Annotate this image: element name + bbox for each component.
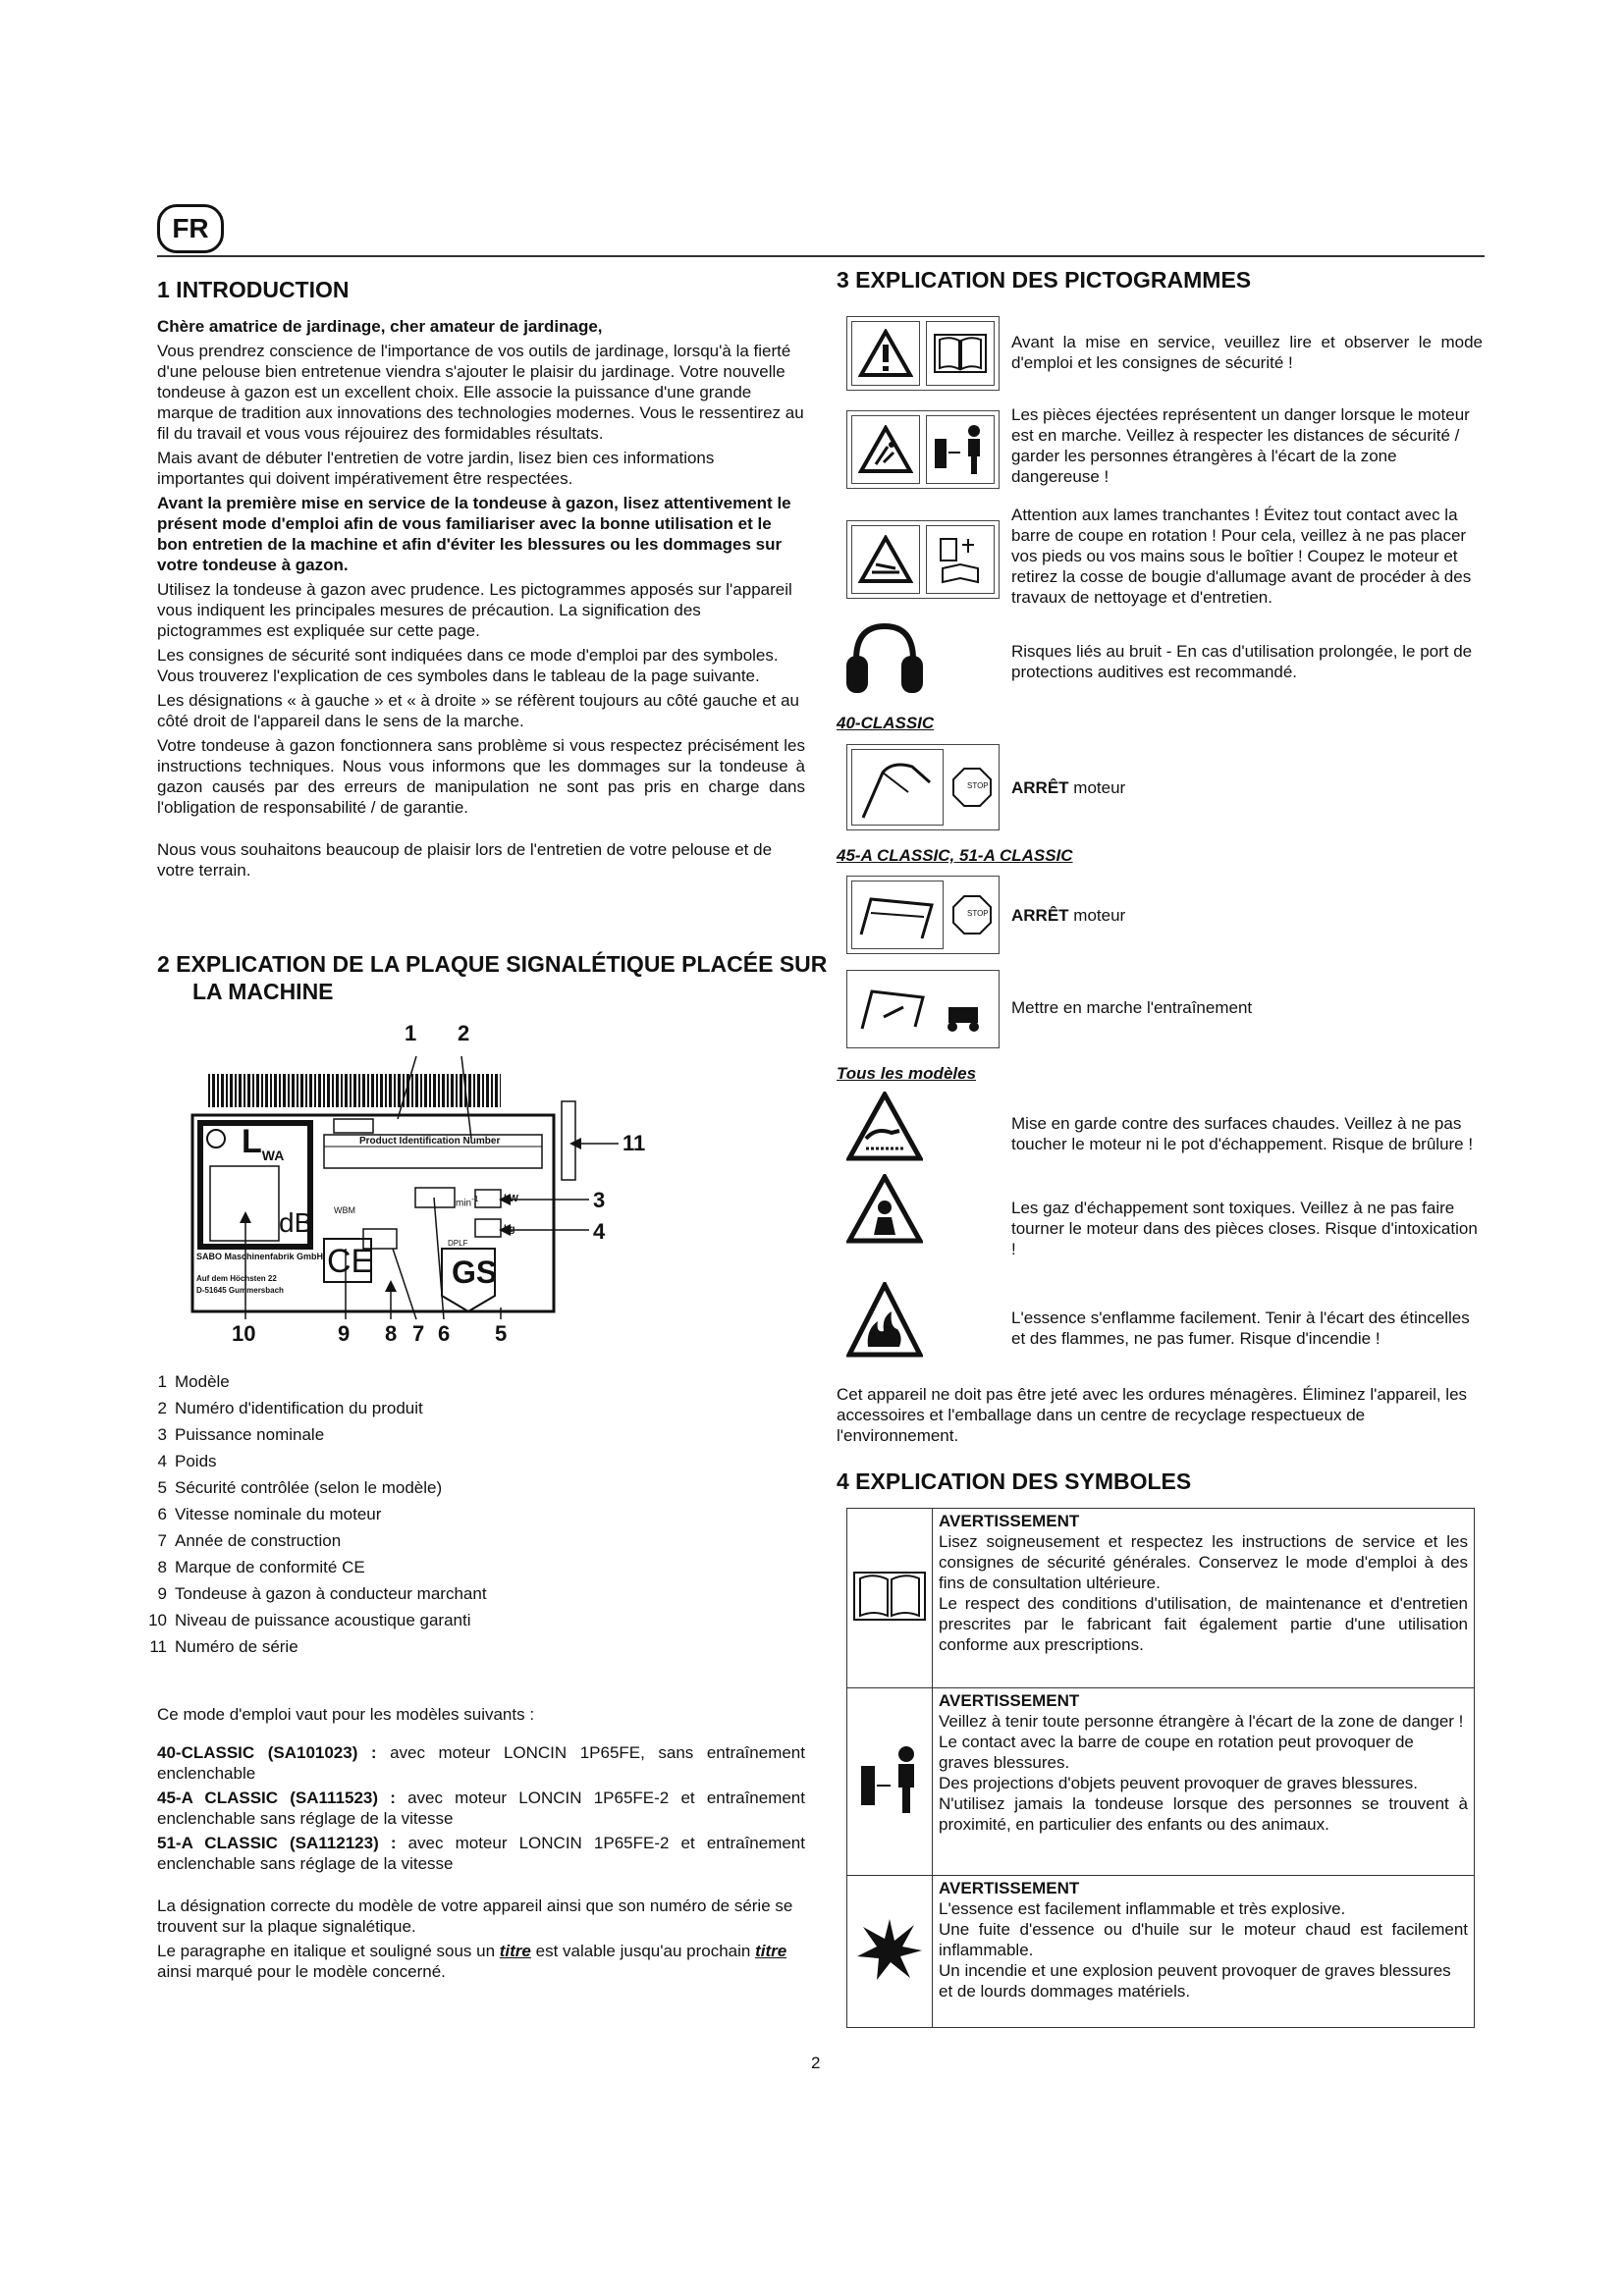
plate-legend-item [147, 1633, 487, 1660]
symbol-row-3 [847, 1876, 1475, 2028]
symbol-person-distance-icon [847, 1688, 933, 1876]
rating-plate-drawing [177, 1021, 648, 1360]
plate-legend-label: Année de construction [175, 1531, 342, 1550]
plate-pin-label: Product Identification Number [359, 1136, 501, 1147]
plate-ce-mark: CE [327, 1243, 374, 1280]
all-models-heading: Tous les modèles [837, 1064, 977, 1083]
plate-legend-item [147, 1527, 487, 1554]
plate-min-sup: -1 [471, 1194, 479, 1203]
symbol-row-2-text-3: Des projections d'objets peuvent provoquer de graves blessures. [939, 1774, 1419, 1792]
plate-db: dB [279, 1207, 313, 1238]
plate-number-4: 4 [593, 1219, 606, 1244]
intro-paragraph-7: Votre tondeuse à gazon fonctionnera sans problème si vous respectez précisément les instructions techniques. Nous vous informons que les dommages sur la tondeuse à gazon causés par des erreurs de manipulation ne sont pas pris en charge dans l'obligation de responsabilité / de garantie. [157, 736, 805, 817]
rating-plate-diagram [177, 1021, 648, 1360]
hot-surface-text: Mise en garde contre des surfaces chaudes. Veillez à ne pas toucher le moteur ni le pot d'échappement. Risque de brûlure ! [1011, 1114, 1474, 1153]
plate-legend-item [147, 1474, 487, 1501]
barcode [206, 1074, 501, 1107]
model-45-desc: avec moteur LONCIN 1P65FE-2 et entraînement enclenchable sans réglage de la vitesse [157, 1789, 805, 1828]
symbol-row-2-text-4: N'utilisez jamais la tondeuse lorsque des personnes se trouvent à proximité, en particulier des enfants ou des animaux. [939, 1794, 1468, 1834]
titre-para-c: ainsi marqué pour le modèle concerné. [157, 1962, 446, 1981]
plate-number-10: 10 [232, 1321, 256, 1346]
symbol-row-3-text-3: Un incendie et une explosion peuvent provoquer de graves blessures et de lourds dommages matériels. [939, 1961, 1451, 2001]
model-45-name: 45-A CLASSIC (SA111523) : [157, 1789, 396, 1807]
plate-legend-label: Puissance nominale [175, 1425, 325, 1444]
symbol-row-3-text-2: Une fuite d'essence ou d'huile sur le moteur chaud est facilement inflammable. [939, 1920, 1468, 1959]
intro-paragraph-4: Utilisez la tondeuse à gazon avec prudence. Les pictogrammes apposés sur l'appareil vous indiquent les principales mesures de précaution. La signification des pictogrammes est expliquée sur cette page. [157, 580, 792, 640]
model-40-heading: 40-CLASSIC [837, 714, 935, 732]
plate-kw: kW [504, 1194, 518, 1204]
symbol-row-3-text-1: L'essence est facilement inflammable et très explosive. [939, 1899, 1346, 1918]
plate-legend-item [147, 1448, 487, 1474]
disposal-text: Cet appareil ne doit pas être jeté avec les ordures ménagères. Éliminez l'appareil, les accessoires et l'emballage dans un centre de recyclage respectueux de l'environnement. [837, 1385, 1468, 1445]
section-2-title [157, 950, 827, 1005]
plate-legend-label: Tondeuse à gazon à conducteur marchant [175, 1584, 487, 1603]
pictogram-1 [846, 316, 1000, 391]
model-40 [157, 1742, 805, 1784]
titre-word-1: titre [499, 1942, 531, 1960]
plate-wbm: WBM [334, 1205, 355, 1215]
plate-address-1: Auf dem Höchsten 22 [196, 1274, 277, 1283]
plate-legend-item [147, 1501, 487, 1527]
ear-protection-icon [840, 620, 929, 699]
arret-40-text [1011, 777, 1125, 798]
symbol-row-2-text-1: Veillez à tenir toute personne étrangère à l'écart de la zone de danger ! [939, 1712, 1464, 1731]
drive-text: Mettre en marche l'entraînement [1011, 998, 1253, 1017]
model-40-desc: avec moteur LONCIN 1P65FE, sans entraînement enclenchable [157, 1743, 805, 1783]
hot-surface-icon [846, 1092, 923, 1162]
section-2-models [157, 1704, 805, 1986]
plate-min [456, 1194, 479, 1208]
plate-legend-item [147, 1580, 487, 1607]
plate-number-3: 3 [593, 1188, 606, 1212]
pictogram-4-text: Risques liés au bruit - En cas d'utilisation prolongée, le port de protections auditives est recommandé. [1011, 642, 1473, 681]
toxic-gas-icon [846, 1174, 923, 1245]
plate-address-2: D-51645 Gummersbach [196, 1286, 284, 1295]
plate-legend-label: Sécurité contrôlée (selon le modèle) [175, 1478, 443, 1497]
warning-triangle-icon [851, 321, 920, 386]
intro-paragraph-8: Nous vous souhaitons beaucoup de plaisir lors de l'entretien de votre pelouse et de votre terrain. [157, 840, 773, 880]
intro-paragraph-1: Vous prendrez conscience de l'importance de vos outils de jardinage, lorsqu'à la fierté d'une pelouse bien entretenue viendra s'ajouter le plaisir du jardinage. Votre nouvelle tondeuse à gazon est un excellent choix. Elle associe la puissance d'une grande marque de tradition aux innovations des technologies modernes. Vous le ressentirez au fil du travail et vous vous réjouirez des formidables résultats. [157, 342, 804, 443]
plate-lwa-l: L [242, 1123, 262, 1160]
plate-legend-number: 6 [157, 1505, 167, 1523]
pictogram-1-text: Avant la mise en service, veuillez lire et observer le mode d'emploi et les consignes de sécurité ! [1011, 333, 1483, 372]
pictogram-2 [846, 410, 1000, 489]
model-40-name: 40-CLASSIC (SA101023) : [157, 1743, 377, 1762]
plate-legend-label: Niveau de puissance acoustique garanti [175, 1611, 471, 1629]
plate-number-2: 2 [458, 1021, 470, 1045]
manual-book-icon [926, 321, 995, 386]
titre-paragraph [157, 1941, 805, 1982]
header-rule [157, 255, 1485, 257]
section-2-title-line1: 2 EXPLICATION DE LA PLAQUE SIGNALÉTIQUE PLACÉE SUR [157, 951, 828, 977]
plate-kg: kg [504, 1224, 515, 1235]
arret-45-rest: moteur [1068, 906, 1126, 925]
plate-lwa-sub: WA [261, 1147, 285, 1163]
language-badge: FR [157, 204, 224, 253]
section-4-title: 4 EXPLICATION DES SYMBOLES [837, 1468, 1192, 1494]
model-51-desc: avec moteur LONCIN 1P65FE-2 et entraînement enclenchable sans réglage de la vitesse [157, 1834, 805, 1873]
stop-label-45: STOP [967, 909, 989, 918]
model-45-51-heading: 45-A CLASSIC, 51-A CLASSIC [837, 846, 1073, 865]
handle-bar-icon-2 [851, 881, 944, 949]
plate-legend-number: 1 [157, 1372, 167, 1391]
plate-legend-number: 9 [157, 1584, 167, 1603]
plate-legend-label: Modèle [175, 1372, 230, 1391]
symbol-row-3-heading: AVERTISSEMENT [939, 1879, 1080, 1897]
symbols-table [846, 1508, 1475, 2028]
symbol-row-2 [847, 1688, 1475, 1876]
section-1-title: 1 INTRODUCTION [157, 277, 350, 302]
stop-label-40: STOP [967, 781, 989, 790]
pictogram-2-text: Les pièces éjectées représentent un danger lorsque le moteur est en marche. Veillez à respecter les distances de sécurité / garder les personnes étrangères à l'écart de la zone dangereuse ! [1011, 405, 1470, 486]
plate-legend-label: Marque de conformité CE [175, 1558, 365, 1576]
model-51-name: 51-A CLASSIC (SA112123) : [157, 1834, 397, 1852]
designation-paragraph: La désignation correcte du modèle de votre appareil ainsi que son numéro de série se trouvent sur la plaque signalétique. [157, 1896, 793, 1936]
plate-legend-label: Numéro de série [175, 1637, 298, 1656]
safety-distance-person-icon [926, 415, 995, 484]
plate-lwa [242, 1123, 284, 1163]
plate-legend-number: 4 [157, 1452, 167, 1470]
greeting: Chère amatrice de jardinage, cher amateur de jardinage, [157, 317, 603, 336]
plate-gs-mark: GS [452, 1255, 498, 1290]
fire-text: L'essence s'enflamme facilement. Tenir à l'écart des étincelles et des flammes, ne pas fumer. Risque d'incendie ! [1011, 1308, 1470, 1348]
pictogram-drive [846, 970, 1000, 1048]
plate-legend-item [147, 1421, 487, 1448]
plate-legend-number: 11 [149, 1637, 167, 1656]
titre-para-a: Le paragraphe en italique et souligné sous un [157, 1942, 500, 1960]
plate-legend-number: 8 [157, 1558, 167, 1576]
plate-legend-item [147, 1368, 487, 1395]
plate-dplf: DPLF [448, 1239, 468, 1248]
plate-number-7: 7 [412, 1321, 425, 1346]
plate-number-5: 5 [495, 1321, 508, 1346]
arret-40-bold: ARRÊT [1011, 778, 1069, 797]
intro-paragraph-warning: Avant la première mise en service de la tondeuse à gazon, lisez attentivement le présent mode d'emploi afin de vous familiariser avec la bonne utilisation et le bon entretien de la machine et afin d'éviter les blessures ou les dommages sur votre tondeuse à gazon. [157, 494, 791, 574]
arret-45-bold: ARRÊT [1011, 906, 1069, 925]
ejected-parts-warning-icon [851, 415, 920, 484]
model-45 [157, 1788, 805, 1829]
plate-legend-label: Numéro d'identification du produit [175, 1399, 423, 1417]
plate-maker: SABO Maschinenfabrik GmbH [196, 1252, 324, 1261]
sharp-blade-warning-icon [851, 525, 920, 594]
titre-word-2: titre [755, 1942, 787, 1960]
models-intro: Ce mode d'emploi vaut pour les modèles suivants : [157, 1705, 535, 1724]
symbol-explosion-icon [847, 1876, 933, 2028]
drive-engage-icon [851, 975, 995, 1043]
plate-legend-label: Vitesse nominale du moteur [175, 1505, 382, 1523]
page-number: 2 [811, 2054, 821, 2072]
titre-para-b: est valable jusqu'au prochain [530, 1942, 756, 1960]
plate-legend-number: 3 [157, 1425, 167, 1444]
section-2-title-line2: LA MACHINE [192, 979, 334, 1004]
arret-40-rest: moteur [1068, 778, 1126, 797]
pictogram-3 [846, 520, 1000, 599]
plate-legend-item [147, 1554, 487, 1580]
intro-paragraph-6: Les désignations « à gauche » et « à droite » se réfèrent toujours au côté gauche et au côté droit de l'appareil dans le sens de la marche. [157, 691, 800, 730]
spark-plug-manual-icon [926, 525, 995, 594]
arret-45-text [1011, 905, 1125, 926]
plate-legend-list [147, 1368, 487, 1660]
symbol-row-1 [847, 1509, 1475, 1688]
plate-number-11: 11 [623, 1131, 646, 1155]
intro-paragraph-5: Les consignes de sécurité sont indiquées dans ce mode d'emploi par des symboles. Vous trouverez l'explication de ces symboles dans le tableau de la page suivante. [157, 646, 779, 685]
plate-number-6: 6 [438, 1321, 451, 1346]
plate-legend-item [147, 1395, 487, 1421]
symbol-row-2-heading: AVERTISSEMENT [939, 1691, 1080, 1710]
section-3-title: 3 EXPLICATION DES PICTOGRAMMES [837, 267, 1252, 293]
fire-icon [846, 1282, 923, 1359]
symbol-row-1-text-1: Lisez soigneusement et respectez les instructions de service et les consignes de sécurité générales. Conservez le mode d'emploi à des fins de consultation ultérieure. [939, 1532, 1468, 1592]
symbol-row-1-heading: AVERTISSEMENT [939, 1512, 1080, 1530]
plate-min-text: min [456, 1198, 472, 1209]
plate-legend-label: Poids [175, 1452, 217, 1470]
plate-legend-item [147, 1607, 487, 1633]
pictogram-3-text: Attention aux lames tranchantes ! Évitez tout contact avec la barre de coupe en rotation ! Pour cela, veillez à ne pas placer vos pieds ou vos mains sous le boîtier ! Coupez le moteur et retirez la cosse de bougie d'allumage avant de procéder à des travaux de nettoyage et d'entretien. [1011, 506, 1472, 607]
plate-legend-number: 10 [148, 1611, 167, 1629]
handle-bar-icon [851, 749, 944, 826]
plate-number-9: 9 [338, 1321, 351, 1346]
plate-legend-number: 5 [157, 1478, 167, 1497]
plate-number-8: 8 [385, 1321, 398, 1346]
symbol-row-1-text-2: Le respect des conditions d'utilisation, de maintenance et d'entretien prescrites par le fabricant fait également partie d'une utilisation conforme aux prescriptions. [939, 1594, 1468, 1654]
plate-legend-number: 2 [157, 1399, 167, 1417]
symbol-row-2-text-2: Le contact avec la barre de coupe en rotation peut provoquer de graves blessures. [939, 1733, 1414, 1772]
model-51 [157, 1833, 805, 1874]
intro-paragraph-2: Mais avant de débuter l'entretien de votre jardin, lisez bien ces informations importantes qui doivent impérativement être respectées. [157, 449, 715, 488]
symbol-book-icon [847, 1509, 933, 1688]
section-1-body [157, 316, 805, 884]
toxic-gas-text: Les gaz d'échappement sont toxiques. Veillez à ne pas faire tourner le moteur dans des pièces closes. Risque d'intoxication ! [1011, 1199, 1478, 1258]
plate-legend-number: 7 [157, 1531, 167, 1550]
plate-number-1: 1 [405, 1021, 417, 1045]
